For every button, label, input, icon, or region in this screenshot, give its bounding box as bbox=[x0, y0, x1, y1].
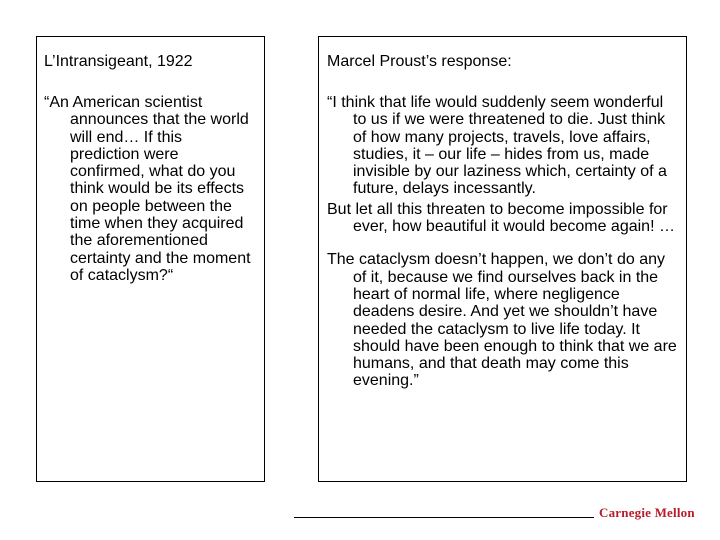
proust-response-paragraph: The cataclysm doesn’t happen, we don’t do any of it, because we find ourselves back in the heart of normal life, where negligence deadens desire. And yet we shouldn’t have needed the cataclysm to live life today. It should have been enough to think that we are humans, and that death may come this evening.” bbox=[327, 251, 677, 390]
newspaper-source-heading: L’Intransigeant, 1922 bbox=[44, 53, 193, 70]
proust-response-paragraph: But let all this threaten to become impossible for ever, how beautiful it would become again! … bbox=[327, 200, 675, 236]
newspaper-question-quote: “An American scientist announces that the world will end… If this prediction were confirmed, what do you think would be its effects on people between the time when they acquired the aforementioned certainty and the moment of cataclysm?“ bbox=[44, 94, 251, 284]
newspaper-question-box bbox=[36, 36, 265, 482]
footer-divider bbox=[294, 517, 594, 518]
carnegie-mellon-logo: Carnegie Mellon bbox=[599, 505, 695, 520]
proust-response-heading: Marcel Proust’s response: bbox=[327, 53, 512, 70]
proust-response-box bbox=[318, 36, 687, 482]
proust-response-paragraph: “I think that life would suddenly seem wonderful to us if we were threatened to die. Just think of how many projects, travels, love affairs, studies, it – our life – hides from us, made invisible by our laziness which, certainty of a future, delays incessantly. bbox=[327, 94, 667, 198]
